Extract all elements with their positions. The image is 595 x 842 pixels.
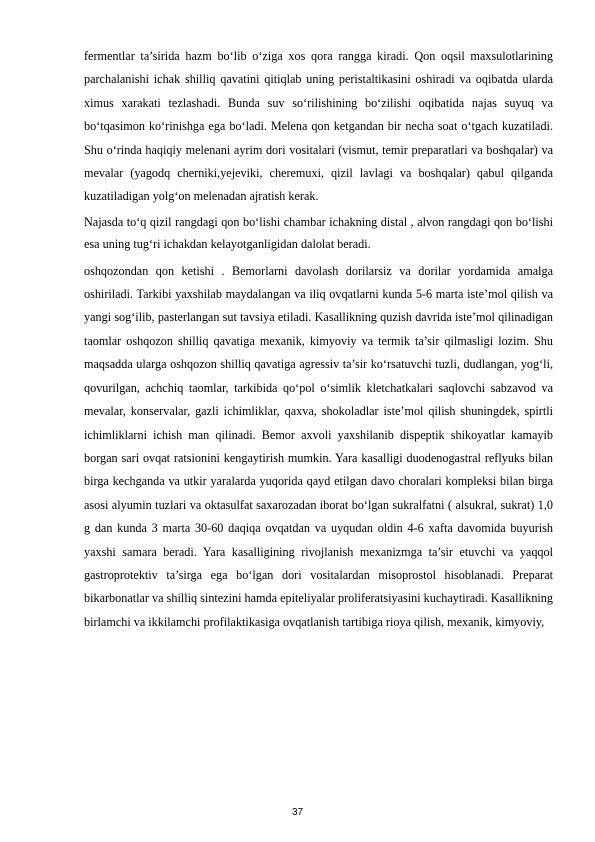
paragraph-treatment: oshqozondan qon ketishi . Bemorlarni davolash dorilarsiz va dorilar yordamida amalga oshiriladi. Tarkibi yaxshilab maydalangan va iliq ovqatlarni kunda 5-6 marta iste’mol qilish va yangi sog‘ilib, pasterlangan sut tavsiya etiladi. Kasallikning quzish davrida iste’mol qilinadigan taomlar oshqozon shilliq qavatiga mexanik, kimyoviy va termik ta’sir qilmasligi lozim. Shu maqsadda ularga oshqozon shilliq qavatiga agressiv ta’sir ko‘rsatuvchi tuzli, dudlangan, yog‘li, qovurilgan, achchiq taomlar, tarkibida qo‘pol o‘simlik kletchatkalari saqlovchi sabzavod va mevalar, konservalar, gazli ichimliklar, qaxva, shokoladlar iste’mol qilish shuningdek, spirtli ichimliklarni ichish man qilinadi. Bemor axvoli yaxshilanib dispeptik shikoyatlar kamayib borgan sari ovqat ratsionini kengaytirish mumkin. Yara kasalligi duodenogastral reflyuks bilan birga kechganda va utkir yaralarda yuqorida qayd etilgan davo choralari kompleksi bilan birga asosi alyumin tuzlari va oktasulfat saxarozadan iborat bo‘lgan sukralfatni ( alsukral, sukrat) 1,0 g dan kunda 3 marta 30-60 daqiqa ovqatdan va uyqudan oldin 4-6 xafta davomida buyurish yaxshi samara beradi. Yara kasalligining rivojlanish mexanizmga ta’sir etuvchi va yaqqol gastroprotektiv ta’sirga ega bo‘lgan dori vositalardan misoprostol hisoblanadi. Preparat bikarbonatlar va shilliq sintezini hamda epiteliyalar proliferatsiyasini kuchaytiradi. Kasallikning birlamchi va ikkilamchi profilaktikasiga ovqatlanish tartibiga rioya qilish, mexanik, kimyoviy, xyxy=(84,263,553,629)
page-number: 37 xyxy=(291,807,304,818)
paragraph-blood-color: Najasda to‘q qizil rangdagi qon bo‘lishi chambar ichakning distal , alvon rangdagi qon bo‘lishi esa uning tug‘ri ichakdan kelayotganligidan dalolat beradi. xyxy=(84,214,553,252)
body-text xyxy=(84,45,553,634)
paragraph-melena: fermentlar ta’sirida hazm bo‘lib o‘ziga xos qora rangga kiradi. Qon oqsil maxsulotlarining parchalanishi ichak shilliq qavatini qitiqlab uning peristaltikasini oshiradi va oqibatda ularda ximus xarakati tezlashadi. Bunda suv so‘rilishining bo‘zilishi oqibatida najas suyuq va bo‘tqasimon ko‘rinishga ega bo‘ladi. Melena qon ketgandan bir necha soat o‘tgach kuzatiladi. Shu o‘rinda haqiqiy melenani ayrim dori vositalari (vismut, temir preparatlari va boshqalar) va mevalar (yagodq cherniki,yejeviki, cheremuxi, qizil lavlagi va boshqalar) qabul qilganda kuzatiladigan yolg‘on melenadan ajratish kerak. xyxy=(84,49,553,204)
